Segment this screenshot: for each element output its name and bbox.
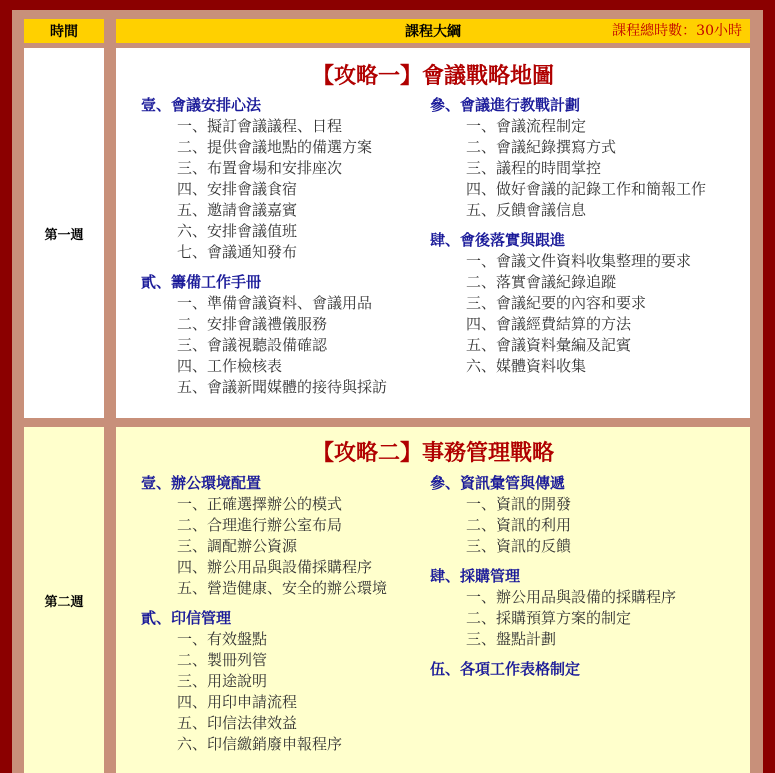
outline-item: 二、資訊的利用 [466, 516, 572, 534]
outline-item: 六、安排會議值班 [177, 222, 298, 240]
section-heading: 參、會議進行教戰計劃 [430, 96, 581, 114]
outline-item: 二、合理進行辦公室布局 [177, 516, 343, 534]
outline-item: 一、會議文件資料收集整理的要求 [466, 252, 692, 270]
outline-item: 四、辦公用品與設備採購程序 [177, 558, 373, 576]
strategy-title-2: 【攻略二】事務管理戰略 [311, 440, 554, 466]
outline-item: 一、資訊的開發 [466, 495, 572, 513]
outline-item: 三、布置會場和安排座次 [177, 159, 343, 177]
section-heading: 肆、會後落實與跟進 [430, 231, 566, 249]
section-gap [430, 650, 676, 658]
strategy-title-1: 【攻略一】會議戰略地圖 [311, 63, 554, 89]
outline-item: 一、正確選擇辦公的模式 [177, 495, 343, 513]
section-heading: 壹、辦公環境配置 [141, 474, 262, 492]
outline-item: 二、製冊列管 [177, 651, 268, 669]
outline-item: 五、邀請會議嘉賓 [177, 201, 298, 219]
outline-item: 一、會議流程制定 [466, 117, 587, 135]
week-label-2: 第二週 [24, 427, 104, 773]
outline-item: 三、會議紀要的內容和要求 [466, 294, 647, 312]
outline-header [116, 19, 750, 43]
outline-item: 三、議程的時間掌控 [466, 159, 602, 177]
outline-item: 五、印信法律效益 [177, 714, 298, 732]
outline-item: 五、反饋會議信息 [466, 201, 587, 219]
outline-item: 二、落實會議紀錄追蹤 [466, 273, 617, 291]
outline-item: 七、會議通知發布 [177, 243, 298, 261]
section-heading: 肆、採購管理 [430, 567, 521, 585]
week-label-1: 第一週 [24, 48, 104, 418]
outline-item: 二、會議紀錄撰寫方式 [466, 138, 617, 156]
section-gap [141, 599, 387, 607]
week1-left-column [141, 94, 387, 398]
outline-item: 一、辦公用品與設備的採購程序 [466, 588, 677, 606]
outline-item: 四、安排會議食宿 [177, 180, 298, 198]
outline-item: 五、營造健康、安全的辦公環境 [177, 579, 388, 597]
outline-item: 一、擬訂會議議程、日程 [177, 117, 343, 135]
outline-item: 五、會議資料彙編及記賓 [466, 336, 632, 354]
week1-right-column [430, 94, 706, 377]
outline-item: 三、資訊的反饋 [466, 537, 572, 555]
outline-item: 二、安排會議禮儀服務 [177, 315, 328, 333]
outline-item: 一、準備會議資料、會議用品 [177, 294, 373, 312]
outline-item: 四、做好會議的記錄工作和簡報工作 [466, 180, 707, 198]
section-heading: 參、資訊彙管與傳遞 [430, 474, 566, 492]
outline-item: 三、會議視聽設備確認 [177, 336, 328, 354]
outline-item: 五、會議新聞媒體的接待與採訪 [177, 378, 388, 396]
week2-right-column [430, 472, 676, 680]
outline-item: 四、工作檢核表 [177, 357, 283, 375]
outline-item: 六、印信繳銷廢申報程序 [177, 735, 343, 753]
total-hours: 課程總時數：30小時 [612, 23, 742, 39]
section-gap [430, 557, 676, 565]
section-heading: 壹、會議安排心法 [141, 96, 262, 114]
outline-item: 三、用途說明 [177, 672, 268, 690]
section-heading: 貳、籌備工作手冊 [141, 273, 262, 291]
week-content-2 [116, 427, 750, 773]
week-content-1 [116, 48, 750, 418]
outline-item: 一、有效盤點 [177, 630, 268, 648]
time-header: 時間 [24, 19, 104, 43]
outline-item: 四、用印申請流程 [177, 693, 298, 711]
outline-header-label: 課程大綱 [405, 24, 461, 40]
section-gap [430, 221, 706, 229]
outline-item: 四、會議經費結算的方法 [466, 315, 632, 333]
outline-item: 六、媒體資料收集 [466, 357, 587, 375]
outline-item: 三、盤點計劃 [466, 630, 557, 648]
section-heading: 伍、各項工作表格制定 [430, 660, 581, 678]
outline-item: 二、提供會議地點的備選方案 [177, 138, 373, 156]
outline-item: 二、採購預算方案的制定 [466, 609, 632, 627]
section-gap [141, 263, 387, 271]
section-heading: 貳、印信管理 [141, 609, 232, 627]
week2-left-column [141, 472, 387, 755]
outline-item: 三、調配辦公資源 [177, 537, 298, 555]
